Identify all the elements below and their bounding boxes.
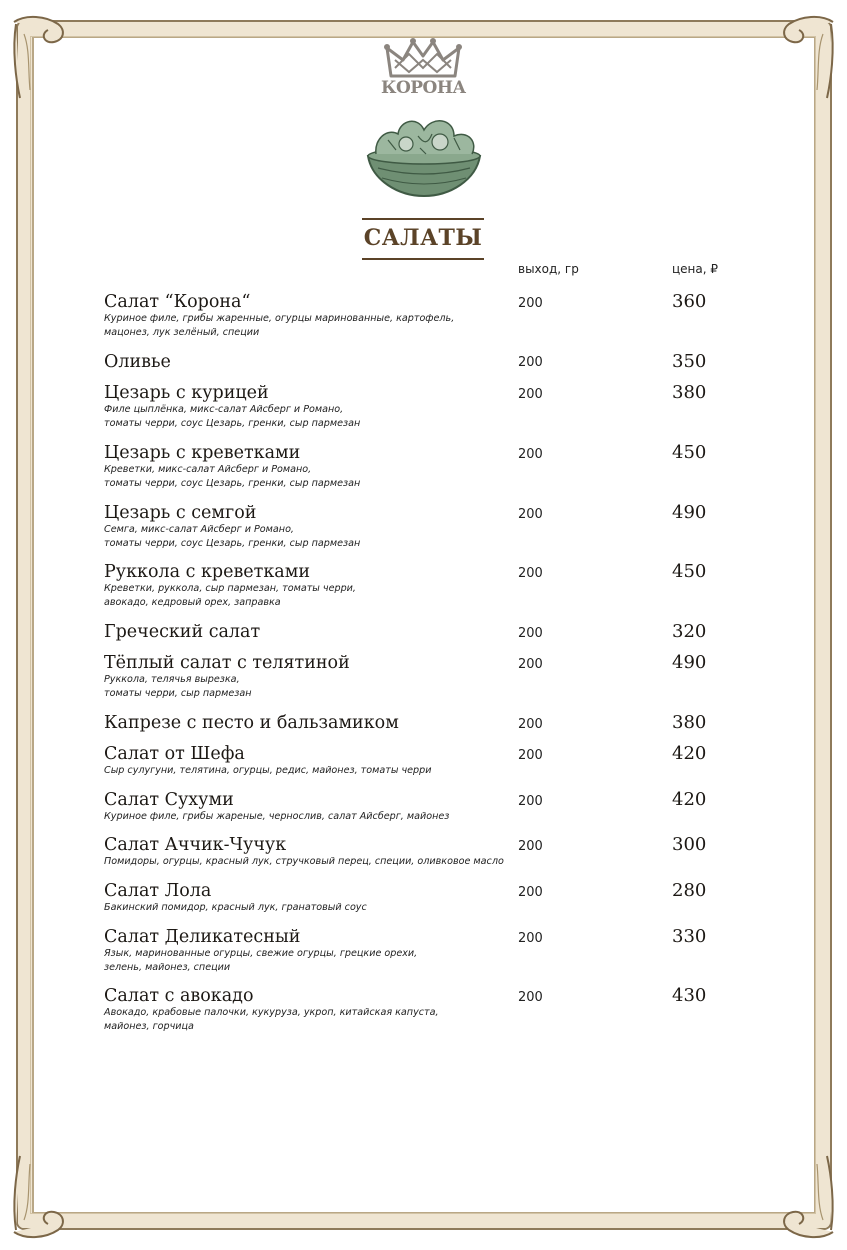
item-weight: 200 [518,885,543,900]
column-header-weight: выход, гр [518,262,579,276]
menu-item [104,503,360,551]
item-name: Капрезе с песто и бальзамиком [104,713,399,733]
item-description: томаты черри, соус Цезарь, гренки, сыр пармезан [104,478,361,489]
item-name: Оливье [104,352,171,372]
item-price: 350 [672,351,707,372]
item-price: 430 [672,985,707,1006]
item-price: 490 [672,502,707,523]
item-description: томаты черри, соус Цезарь, гренки, сыр пармезан [104,418,361,429]
menu-item [104,927,417,975]
menu-item [104,292,454,340]
scroll-corner-top-right-icon [763,10,841,100]
crown-icon [381,38,465,82]
item-price: 360 [672,291,707,312]
menu-item [104,653,350,701]
item-description: майонез, горчица [104,1021,194,1032]
item-weight: 200 [518,447,543,462]
item-name: Руккола с креветками [104,562,310,582]
menu-item [104,744,431,778]
item-weight: 200 [518,387,543,402]
item-description: Куриное филе, грибы жареные, чернослив, салат Айсберг, майонез [104,811,450,822]
logo-text: КОРОНА [381,78,466,98]
column-header-price: цена, ₽ [672,262,719,276]
item-name: Цезарь с курицей [104,383,269,403]
item-description: зелень, майонез, специи [104,962,231,973]
menu-item [104,443,360,491]
menu-item [104,835,504,869]
item-name: Салат Лола [104,881,212,901]
item-description: Семга, микс-салат Айсберг и Романо, [104,524,294,535]
item-description: Филе цыплёнка, микс-салат Айсберг и Романо, [104,404,344,415]
item-weight: 200 [518,717,543,732]
menu-item [104,790,449,824]
item-description: мацонез, лук зелёный, специи [104,327,260,338]
item-weight: 200 [518,355,543,370]
menu-item [104,986,439,1034]
item-name: Салат от Шефа [104,744,245,764]
item-description: авокадо, кедровый орех, заправка [104,597,281,608]
menu-item [104,881,367,915]
item-price: 330 [672,926,707,947]
menu-item [104,352,171,372]
item-price: 380 [672,712,707,733]
item-name: Цезарь с креветками [104,443,301,463]
item-price: 450 [672,561,707,582]
menu-item [104,383,360,431]
item-description: Креветки, руккола, сыр пармезан, томаты черри, [104,583,356,594]
scroll-corner-bottom-right-icon [763,1154,841,1244]
scroll-corner-top-left-icon [6,10,84,100]
crown-logo [381,38,465,108]
item-weight: 200 [518,626,543,641]
menu-item [104,713,399,733]
item-weight: 200 [518,507,543,522]
item-name: Цезарь с семгой [104,503,257,523]
item-price: 490 [672,652,707,673]
item-weight: 200 [518,657,543,672]
item-name: Салат Сухуми [104,790,234,810]
item-name: Салат Деликатесный [104,927,301,947]
item-description: томаты черри, соус Цезарь, гренки, сыр пармезан [104,538,361,549]
item-name: Греческий салат [104,622,261,642]
item-price: 300 [672,834,707,855]
item-description: Креветки, микс-салат Айсберг и Романо, [104,464,312,475]
item-description: Куриное филе, грибы жаренные, огурцы маринованные, картофель, [104,313,455,324]
item-price: 420 [672,789,707,810]
item-price: 450 [672,442,707,463]
item-description: Руккола, телячья вырезка, [104,674,240,685]
item-description: томаты черри, сыр пармезан [104,688,252,699]
item-weight: 200 [518,566,543,581]
item-name: Салат Аччик-Чучук [104,835,287,855]
menu-item [104,562,356,610]
item-weight: 200 [518,839,543,854]
item-description: Сыр сулугуни, телятина, огурцы, редис, майонез, томаты черри [104,765,432,776]
item-price: 320 [672,621,707,642]
item-weight: 200 [518,794,543,809]
item-price: 380 [672,382,707,403]
item-description: Бакинский помидор, красный лук, гранатовый соус [104,902,367,913]
item-description: Язык, маринованные огурцы, свежие огурцы, грецкие орехи, [104,948,418,959]
salad-bowl-icon [358,110,490,202]
item-weight: 200 [518,296,543,311]
item-price: 280 [672,880,707,901]
item-weight: 200 [518,931,543,946]
scroll-corner-bottom-left-icon [6,1154,84,1244]
item-weight: 200 [518,990,543,1005]
item-name: Салат “Корона“ [104,292,251,312]
item-name: Тёплый салат с телятиной [104,653,350,673]
item-weight: 200 [518,748,543,763]
item-name: Салат с авокадо [104,986,254,1006]
menu-item [104,622,260,642]
section-title: САЛАТЫ [362,218,484,260]
item-description: Авокадо, крабовые палочки, кукуруза, укроп, китайская капуста, [104,1007,439,1018]
item-price: 420 [672,743,707,764]
item-description: Помидоры, огурцы, красный лук, стручковый перец, специи, оливковое масло [104,856,504,867]
